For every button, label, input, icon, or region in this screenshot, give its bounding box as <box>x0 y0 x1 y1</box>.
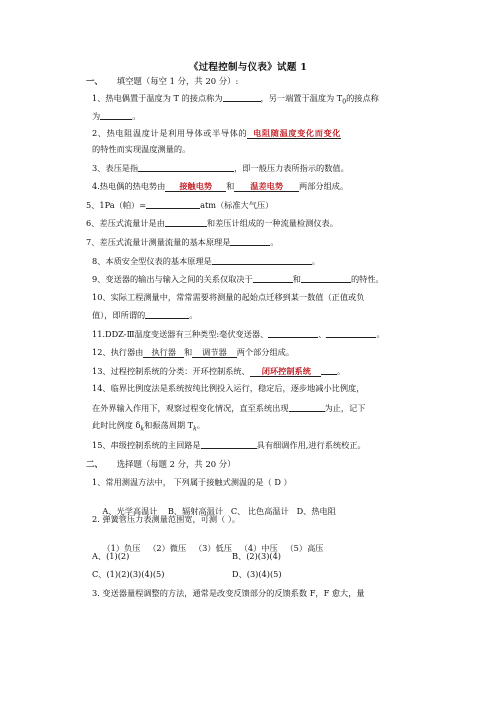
subscript: k <box>193 425 197 433</box>
option-text: C、(1)(2)(3)(4)(5) <box>92 569 165 579</box>
section-heading-fill-blank <box>86 75 238 87</box>
option-text: （1）负压 （2）微压 （3）低压 （4）中压 （5）高压 <box>102 543 324 553</box>
question-10 <box>92 292 364 303</box>
subscript: 0 <box>342 98 347 106</box>
question-text: 7、差压式流量计测量流量的基本原理是 <box>86 237 231 247</box>
answer-blank <box>326 328 376 338</box>
answer-blank <box>146 199 200 209</box>
question-1-cont <box>92 110 140 122</box>
answer-blank <box>289 402 325 412</box>
section-title: 选择题（每题 2 分，共 20 分） <box>116 459 236 469</box>
answer-blank <box>223 92 261 102</box>
question-text: 12、执行器由 <box>92 347 144 357</box>
question-15 <box>92 439 366 451</box>
answer-blank <box>230 236 270 246</box>
question-text: 此时比例度 δ <box>92 420 141 430</box>
question-6 <box>86 217 338 229</box>
answer-text: 温差电势 <box>234 181 299 192</box>
option-text: A、(1)(2) <box>92 551 130 561</box>
question-text: 。 <box>376 329 385 339</box>
question-text: 14、临界比例度法是系统按纯比例投入运行，稳定后，逐步地减小比例度， <box>92 383 365 393</box>
question-text: 。 <box>132 111 141 121</box>
question-text: 和 <box>226 181 235 191</box>
answer-text: 电阻随温度变化而变化 <box>247 128 341 139</box>
question-text: 15、串级控制系统的主回路是 <box>92 440 201 450</box>
option-text: D、(3)(4)(5) <box>232 569 282 579</box>
question-text: 两部分组成。 <box>299 181 349 191</box>
question-text: 2、热电阻温度计是利用导体或半导体的 <box>92 128 248 138</box>
answer-blank <box>212 255 312 265</box>
question-text: 、 <box>318 329 327 339</box>
question-text: 6、差压式流量计是由 <box>86 218 165 228</box>
question-text: ，另一端置于温度为 T <box>260 93 343 103</box>
question-text: 2. 弹簧管压力表测量范围宽，可测（ ）。 <box>92 514 241 524</box>
question-text: 3. 变送器量程调整的方法，通常是改变反馈部分的反馈系数 F，F 愈大，量 <box>92 588 365 598</box>
answer-blank <box>100 110 132 120</box>
question-4 <box>92 181 348 192</box>
question-11 <box>92 328 385 340</box>
question-text: 和差压计组成的一种流量检测仪表。 <box>206 218 338 228</box>
question-12 <box>92 347 294 358</box>
question-text: 具有细调作用,进行系统校正。 <box>256 440 366 450</box>
question-8 <box>92 255 320 267</box>
subscript: k <box>140 425 145 433</box>
question-text: 。 <box>336 366 346 376</box>
answer-blank <box>321 365 337 375</box>
question-text: 13、过程控制系统的分类：开环控制系统、 <box>92 366 250 376</box>
section-heading-multiple-choice <box>86 458 236 470</box>
question-text: 的接点称 <box>346 93 379 103</box>
question-text: 4.热电偶的热电势由 <box>92 181 166 191</box>
question-5 <box>86 199 273 211</box>
answer-blank <box>253 273 293 283</box>
question-text: 为 <box>92 111 101 121</box>
question-text: 的特性而实现温度测量的。 <box>92 144 191 154</box>
mc-question-2-option-c <box>92 569 164 580</box>
section-number: 一、 <box>86 76 103 86</box>
answer-blank <box>201 439 257 449</box>
question-text: 。 <box>189 310 198 320</box>
section-title: 填空题（每空 1 分，共 20 分）: <box>116 76 239 86</box>
question-14-cont-2 <box>92 420 205 435</box>
answer-blank <box>268 328 318 338</box>
question-text: 和 <box>292 274 301 284</box>
option-text: A、光学高温计 B、辐射高温计 C、 比色高温计 D、热电阻 <box>102 506 336 516</box>
question-3 <box>92 162 349 174</box>
question-text: 。 <box>196 420 205 430</box>
question-14 <box>92 383 364 394</box>
mc-question-3 <box>92 588 365 599</box>
question-text: 8、本质安全型仪表的基本原理是 <box>92 256 212 266</box>
question-7 <box>86 236 279 248</box>
question-13 <box>92 365 345 377</box>
question-text: 3、表压是指 <box>92 163 139 173</box>
question-text: ，即一般压力表所指示的数值。 <box>234 163 349 173</box>
answer-blank <box>301 273 351 283</box>
page-title: 《过程控制与仪表》试题 1 <box>188 62 308 73</box>
question-14-cont <box>92 402 365 414</box>
question-text: 为止，记下 <box>324 403 366 413</box>
question-9 <box>92 273 384 285</box>
mc-question-2-option-a <box>92 551 129 562</box>
answer-text: 闭环控制系统 <box>250 366 321 377</box>
question-text: 。 <box>270 237 279 247</box>
answer-blank <box>138 162 234 172</box>
answer-text: 执行器 <box>143 347 184 358</box>
question-text: 和振荡周期 T <box>144 420 194 430</box>
question-text: 11.DDZ-Ⅲ温度变送器有三种类型:毫伏变送器、 <box>92 329 269 339</box>
question-10-cont <box>92 309 197 321</box>
mc-question-2-option-b <box>232 551 281 562</box>
question-text: 的特性。 <box>350 274 384 284</box>
question-text: 1、热电偶置于温度为 T 的接点称为 <box>92 93 223 103</box>
question-text: 值），即所谓的 <box>92 310 146 320</box>
question-text: 1、常用测温方法中， 下列属于接触式测温的是（ D ） <box>92 477 292 487</box>
question-2 <box>92 128 341 139</box>
answer-blank <box>145 309 189 319</box>
question-text: 9、变送器的输出与输入之间的关系仅取决于 <box>92 274 253 284</box>
answer-text: 调节器 <box>192 347 237 358</box>
question-text: atm（标准大气压） <box>200 200 274 210</box>
question-text: 。 <box>311 256 321 266</box>
answer-blank <box>165 217 207 227</box>
question-2-cont <box>92 144 190 155</box>
question-text: 10、实际工程测量中，常常需要将测量的起始点迁移到某一数值（正值或负 <box>92 292 365 302</box>
question-text: 两个部分组成。 <box>236 347 295 357</box>
mc-question-2-option-d <box>232 569 282 580</box>
answer-text: 接触电势 <box>165 181 226 192</box>
section-number: 二、 <box>86 459 103 469</box>
mc-question-2 <box>92 514 240 525</box>
question-text: 5、1Pa（帕）= <box>86 200 147 210</box>
mc-question-1 <box>92 477 292 488</box>
option-text: B、(2)(3)(4) <box>232 551 281 561</box>
question-text: 和 <box>183 347 193 357</box>
question-text: 在外界输入作用下，观察过程变化情况，直至系统出现 <box>92 403 289 413</box>
question-1 <box>92 92 379 108</box>
